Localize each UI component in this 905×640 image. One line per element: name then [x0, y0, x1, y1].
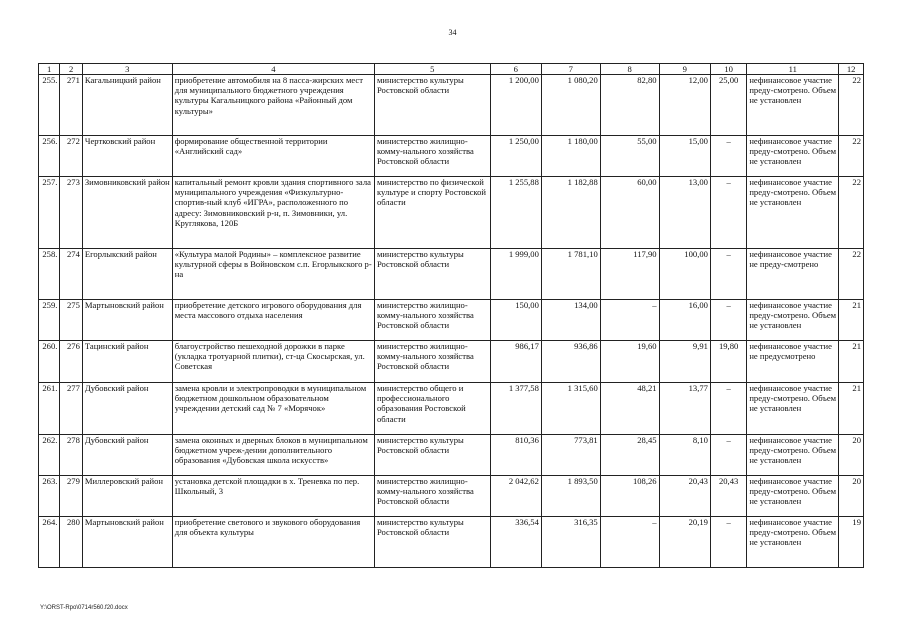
- table-row: [39, 517, 864, 568]
- table-row: [39, 476, 864, 517]
- value-col10: –: [710, 435, 746, 476]
- note-cell: нефинансовое участие преду-смотрено. Объем не установлен: [747, 300, 839, 341]
- description-cell: приобретение автомобиля на 8 пасса-жирских мест для муниципального бюджетного учреждения культуры Кагальницкого района «Районный дом культуры»: [172, 75, 374, 136]
- value-col10: –: [710, 383, 746, 435]
- value-col6: 986,17: [490, 341, 541, 383]
- value-col8: 108,26: [600, 476, 659, 517]
- value-col9: 20,19: [659, 517, 710, 568]
- value-col6: 1 377,58: [490, 383, 541, 435]
- row-number: 262.: [39, 435, 60, 476]
- note-cell: нефинансовое участие преду-смотрено. Объем не установлен: [747, 383, 839, 435]
- value-col12: 22: [839, 75, 864, 136]
- value-col9: 15,00: [659, 136, 710, 177]
- value-col10: 20,43: [710, 476, 746, 517]
- district-cell: Егорлыкский район: [82, 249, 172, 300]
- value-col10: –: [710, 177, 746, 249]
- row-id: 275: [60, 300, 82, 341]
- value-col7: 1 893,50: [541, 476, 600, 517]
- district-cell: Миллеровский район: [82, 476, 172, 517]
- value-col7: 1 080,20: [541, 75, 600, 136]
- projects-table: [38, 63, 864, 568]
- description-cell: замена кровли и электропроводки в муниципальном бюджетном дошкольном образовательном учреждении детский сад № 7 «Морячок»: [172, 383, 374, 435]
- value-col12: 22: [839, 177, 864, 249]
- row-number: 264.: [39, 517, 60, 568]
- value-col8: 48,21: [600, 383, 659, 435]
- ministry-cell: министерство жилищно-комму-нального хозяйства Ростовской области: [374, 341, 490, 383]
- value-col6: 336,54: [490, 517, 541, 568]
- table-row: [39, 136, 864, 177]
- district-cell: Кагальницкий район: [82, 75, 172, 136]
- row-number: 255.: [39, 75, 60, 136]
- ministry-cell: министерство культуры Ростовской области: [374, 249, 490, 300]
- ministry-cell: министерство культуры Ростовской области: [374, 517, 490, 568]
- district-cell: Мартыновский район: [82, 517, 172, 568]
- row-id: 278: [60, 435, 82, 476]
- value-col7: 134,00: [541, 300, 600, 341]
- value-col9: 12,00: [659, 75, 710, 136]
- value-col10: 25,00: [710, 75, 746, 136]
- district-cell: Зимовниковский район: [82, 177, 172, 249]
- table-row: [39, 383, 864, 435]
- value-col12: 20: [839, 476, 864, 517]
- value-col9: 8,10: [659, 435, 710, 476]
- value-col12: 21: [839, 383, 864, 435]
- table-row: [39, 300, 864, 341]
- value-col7: 1 180,00: [541, 136, 600, 177]
- row-id: 271: [60, 75, 82, 136]
- value-col10: –: [710, 517, 746, 568]
- value-col6: 1 999,00: [490, 249, 541, 300]
- row-id: 274: [60, 249, 82, 300]
- value-col6: 1 250,00: [490, 136, 541, 177]
- value-col7: 1 781,10: [541, 249, 600, 300]
- value-col8: –: [600, 517, 659, 568]
- district-cell: Дубовский район: [82, 383, 172, 435]
- row-id: 279: [60, 476, 82, 517]
- column-header-9: 9: [659, 64, 710, 75]
- description-cell: приобретение детского игрового оборудования для места массового отдыха населения: [172, 300, 374, 341]
- value-col7: 316,35: [541, 517, 600, 568]
- ministry-cell: министерство культуры Ростовской области: [374, 435, 490, 476]
- column-header-7: 7: [541, 64, 600, 75]
- description-cell: установка детской площадки в х. Треневка по пер. Школьный, 3: [172, 476, 374, 517]
- column-header-4: 4: [172, 64, 374, 75]
- note-cell: нефинансовое участие не предусмотрено: [747, 341, 839, 383]
- ministry-cell: министерство по физической культуре и спорту Ростовской области: [374, 177, 490, 249]
- row-id: 273: [60, 177, 82, 249]
- row-number: 256.: [39, 136, 60, 177]
- value-col12: 22: [839, 249, 864, 300]
- value-col9: 9,91: [659, 341, 710, 383]
- row-number: 257.: [39, 177, 60, 249]
- table-body: [39, 75, 864, 568]
- note-cell: нефинансовое участие преду-смотрено. Объем не установлен: [747, 517, 839, 568]
- column-header-11: 11: [747, 64, 839, 75]
- value-col7: 773,81: [541, 435, 600, 476]
- note-cell: нефинансовое участие не преду-смотрено: [747, 249, 839, 300]
- table-row: [39, 75, 864, 136]
- row-id: 276: [60, 341, 82, 383]
- value-col6: 1 255,88: [490, 177, 541, 249]
- value-col12: 21: [839, 341, 864, 383]
- table-row: [39, 435, 864, 476]
- value-col12: 21: [839, 300, 864, 341]
- column-header-3: 3: [82, 64, 172, 75]
- note-cell: нефинансовое участие преду-смотрено. Объем не установлен: [747, 435, 839, 476]
- description-cell: капитальный ремонт кровли здания спортивного зала муниципального учреждения «Физкультурно-спортив-ный клуб «ИГРА», расположенного по адресу: Зимовниковский р-н, п. Зимовники, ул. Круглякова, 120Б: [172, 177, 374, 249]
- value-col12: 19: [839, 517, 864, 568]
- column-header-2: 2: [60, 64, 82, 75]
- value-col6: 1 200,00: [490, 75, 541, 136]
- value-col6: 2 042,62: [490, 476, 541, 517]
- row-number: 261.: [39, 383, 60, 435]
- description-cell: благоустройство пешеходной дорожки в парке (укладка тротуарной плитки), ст-ца Скосырская, ул. Советская: [172, 341, 374, 383]
- row-number: 263.: [39, 476, 60, 517]
- ministry-cell: министерство жилищно-комму-нального хозяйства Ростовской области: [374, 476, 490, 517]
- column-header-1: 1: [39, 64, 60, 75]
- value-col10: –: [710, 249, 746, 300]
- description-cell: замена оконных и дверных блоков в муниципальном бюджетном учреж-дении дополнительного образования «Дубовская школа искусств»: [172, 435, 374, 476]
- value-col10: 19,80: [710, 341, 746, 383]
- value-col10: –: [710, 136, 746, 177]
- ministry-cell: министерство жилищно-комму-нального хозяйства Ростовской области: [374, 300, 490, 341]
- value-col7: 936,86: [541, 341, 600, 383]
- column-header-5: 5: [374, 64, 490, 75]
- value-col10: –: [710, 300, 746, 341]
- ministry-cell: министерство общего и профессионального образования Ростовской области: [374, 383, 490, 435]
- value-col6: 810,36: [490, 435, 541, 476]
- row-id: 272: [60, 136, 82, 177]
- district-cell: Тацинский район: [82, 341, 172, 383]
- row-id: 280: [60, 517, 82, 568]
- district-cell: Дубовский район: [82, 435, 172, 476]
- column-header-10: 10: [710, 64, 746, 75]
- row-id: 277: [60, 383, 82, 435]
- description-cell: формирование общественной территории «Английский сад»: [172, 136, 374, 177]
- value-col8: 60,00: [600, 177, 659, 249]
- note-cell: нефинансовое участие преду-смотрено. Объем не установлен: [747, 136, 839, 177]
- footer-path: Y:\ORST-Rpo\0714r560.f20.docx: [40, 605, 128, 611]
- column-header-6: 6: [490, 64, 541, 75]
- note-cell: нефинансовое участие преду-смотрено. Объем не установлен: [747, 476, 839, 517]
- ministry-cell: министерство жилищно-комму-нального хозяйства Ростовской области: [374, 136, 490, 177]
- value-col6: 150,00: [490, 300, 541, 341]
- header-row: [39, 64, 864, 75]
- note-cell: нефинансовое участие преду-смотрено. Объем не установлен: [747, 75, 839, 136]
- column-header-12: 12: [839, 64, 864, 75]
- value-col12: 22: [839, 136, 864, 177]
- table-row: [39, 341, 864, 383]
- row-number: 258.: [39, 249, 60, 300]
- district-cell: Чертковский район: [82, 136, 172, 177]
- value-col7: 1 315,60: [541, 383, 600, 435]
- value-col8: 55,00: [600, 136, 659, 177]
- ministry-cell: министерство культуры Ростовской области: [374, 75, 490, 136]
- description-cell: «Культура малой Родины» – комплексное развитие культурной сферы в Войновском с.п. Егорлыкского р-на: [172, 249, 374, 300]
- table-row: [39, 177, 864, 249]
- value-col8: 82,80: [600, 75, 659, 136]
- value-col9: 20,43: [659, 476, 710, 517]
- value-col8: 28,45: [600, 435, 659, 476]
- row-number: 260.: [39, 341, 60, 383]
- page-number: 34: [448, 28, 457, 37]
- value-col12: 20: [839, 435, 864, 476]
- description-cell: приобретение светового и звукового оборудования для объекта культуры: [172, 517, 374, 568]
- value-col8: 117,90: [600, 249, 659, 300]
- column-header-8: 8: [600, 64, 659, 75]
- value-col9: 100,00: [659, 249, 710, 300]
- note-cell: нефинансовое участие преду-смотрено. Объем не установлен: [747, 177, 839, 249]
- value-col7: 1 182,88: [541, 177, 600, 249]
- value-col9: 16,00: [659, 300, 710, 341]
- value-col8: –: [600, 300, 659, 341]
- row-number: 259.: [39, 300, 60, 341]
- value-col9: 13,77: [659, 383, 710, 435]
- value-col8: 19,60: [600, 341, 659, 383]
- value-col9: 13,00: [659, 177, 710, 249]
- table-row: [39, 249, 864, 300]
- district-cell: Мартыновский район: [82, 300, 172, 341]
